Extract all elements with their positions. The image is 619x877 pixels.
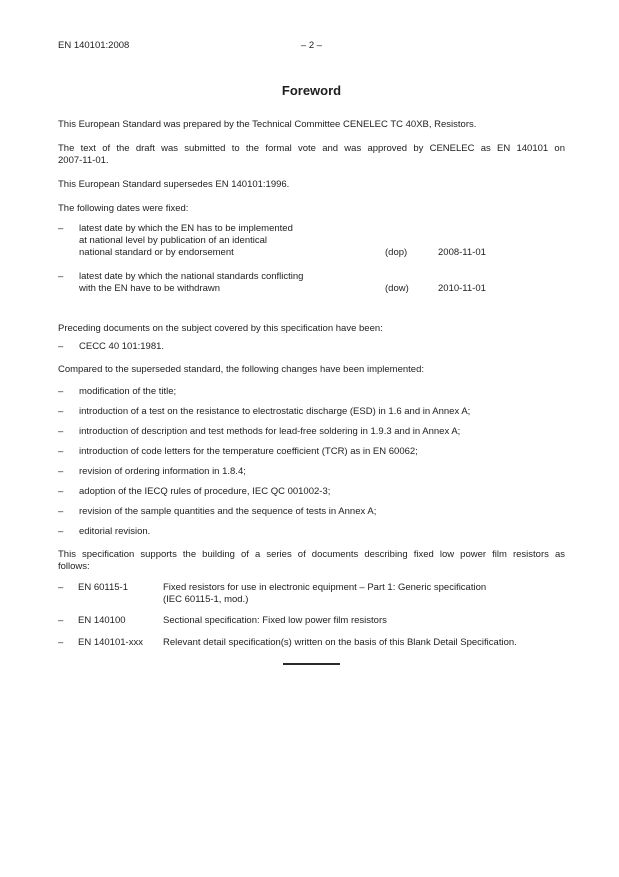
series-document-code: EN 140100 [78,615,126,626]
change-item [58,506,565,518]
list-dash: – [58,486,64,497]
change-item [58,446,565,458]
date-value: 2010-11-01 [438,283,486,294]
list-dash: – [58,526,64,537]
list-dash: – [58,406,64,417]
paragraph-formal-vote [58,143,565,167]
fixed-date-item-dop [58,223,565,259]
change-item [58,466,565,478]
change-item-text: introduction of code letters for the temperature coefficient (TCR) as in EN 60062; [79,446,418,457]
series-document-description-line: Sectional specification: Fixed low power film resistors [163,615,387,626]
change-item [58,426,565,438]
paragraph-formal-vote-line1: The text of the draft was submitted to the formal vote and was approved by CENELEC as EN 140101 on [58,143,565,154]
change-item-text: introduction of description and test methods for lead-free soldering in 1.9.3 and in Annex A; [79,426,461,437]
list-dash: – [58,466,64,477]
series-document-code: EN 60115-1 [78,582,128,593]
paragraph-preceding-intro: Preceding documents on the subject covered by this specification have been: [58,323,383,334]
paragraph-supersedes: This European Standard supersedes EN 140101:1996. [58,179,290,190]
paragraph-prepared-by: This European Standard was prepared by the Technical Committee CENELEC TC 40XB, Resistors. [58,119,477,130]
change-item [58,406,565,418]
date-value: 2008-11-01 [438,247,486,258]
paragraph-dates-fixed-intro: The following dates were fixed: [58,203,189,214]
series-document-item [58,637,565,649]
preceding-document-item [58,341,565,353]
fixed-date-line: latest date by which the national standards conflicting [79,271,304,282]
date-abbreviation: (dop) [385,247,408,258]
series-document-description-line: (IEC 60115-1, mod.) [163,594,249,605]
change-item-text: modification of the title; [79,386,177,397]
fixed-date-line: latest date by which the EN has to be implemented [79,223,293,234]
series-document-description-line: Fixed resistors for use in electronic equipment – Part 1: Generic specification [163,582,487,593]
change-item-text: adoption of the IECQ rules of procedure, IEC QC 001002-3; [79,486,331,497]
list-dash: – [58,506,64,517]
series-document-item [58,615,565,627]
change-item [58,526,565,538]
fixed-date-text [79,223,293,259]
paragraph-changes-intro: Compared to the superseded standard, the following changes have been implemented: [58,364,424,375]
list-dash: – [58,615,64,626]
change-item-text: revision of the sample quantities and the sequence of tests in Annex A; [79,506,377,517]
paragraph-series-intro [58,549,565,573]
series-document-description [163,582,565,606]
fixed-date-line: national standard or by endorsement [79,247,234,258]
series-document-code: EN 140101-xxx [78,637,143,648]
list-dash: – [58,637,64,648]
preceding-document-text: CECC 40 101:1981. [79,341,165,352]
change-item [58,386,565,398]
paragraph-series-intro-line1: This specification supports the building of a series of documents describing fixed low power film resistors as [58,549,565,560]
paragraph-series-intro-line2: follows: [58,561,90,572]
list-dash: – [58,582,64,593]
list-dash: – [58,426,64,437]
end-separator-rule [283,663,340,665]
change-item-text: revision of ordering information in 1.8.4; [79,466,246,477]
list-dash: – [58,271,64,282]
fixed-date-line: at national level by publication of an identical [79,235,268,246]
document-reference: EN 140101:2008 [58,40,130,51]
page-header [58,40,565,52]
fixed-date-text [79,271,303,295]
change-item [58,486,565,498]
page-number: – 2 – [300,40,323,51]
list-dash: – [58,223,64,234]
list-dash: – [58,341,64,352]
change-item-text: editorial revision. [79,526,151,537]
foreword-title: Foreword [281,83,342,98]
date-abbreviation: (dow) [385,283,409,294]
list-dash: – [58,386,64,397]
series-document-description-line: Relevant detail specification(s) written on the basis of this Blank Detail Specification. [163,637,517,648]
list-dash: – [58,446,64,457]
series-document-item [58,582,565,606]
fixed-date-line: with the EN have to be withdrawn [79,283,220,294]
paragraph-formal-vote-line2: 2007-11-01. [58,155,109,166]
changes-list [58,386,565,538]
series-document-description [163,637,565,649]
series-document-description [163,615,565,627]
fixed-date-item-dow [58,271,565,295]
change-item-text: introduction of a test on the resistance to electrostatic discharge (ESD) in 1.6 and in Annex A; [79,406,471,417]
